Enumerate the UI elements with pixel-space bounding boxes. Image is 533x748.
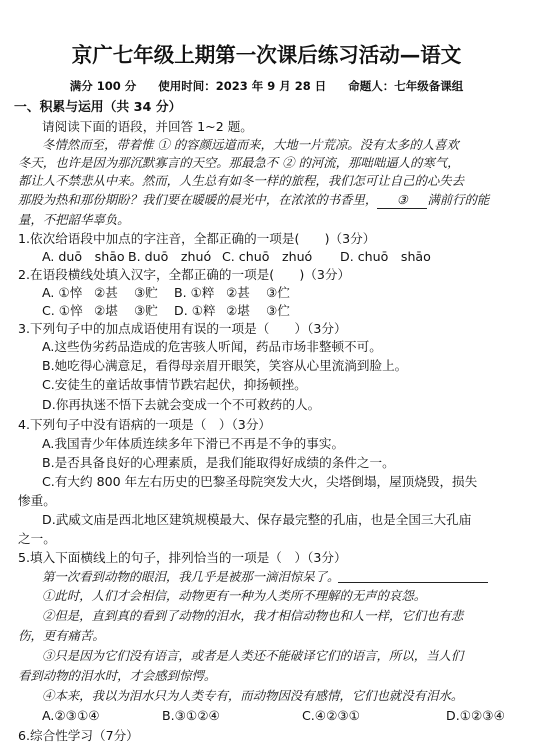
passage-line-4-text: 那股为热和那份期盼？我们要在暖暖的晨光中，在浓浓的书香里， <box>18 192 378 207</box>
q1-stem: 1.依次给语段中加点的字注音，全都正确的一项是( )（3分） <box>18 231 376 246</box>
q2-d-3: ③伫 <box>266 303 290 318</box>
q2-a-2: ②甚 <box>94 285 118 300</box>
q1-option-b[interactable]: B. duō zhuó <box>128 249 212 264</box>
q5-stem: 5.填入下面横线上的句子，排列恰当的一项是（ ）（3分） <box>18 550 347 565</box>
section-intro: 请阅读下面的语段，并回答 1~2 题。 <box>42 119 253 134</box>
q2-b-2: ②甚 <box>226 285 250 300</box>
q6-stem: 6.综合性学习（7分） <box>18 728 139 743</box>
q1-option-c[interactable]: C. chuō zhuó <box>222 249 313 264</box>
q2-c-3: ③贮 <box>134 303 158 318</box>
q3-option-d[interactable]: D.你再执迷不悟下去就会变成一个不可救药的人。 <box>42 397 321 412</box>
q2-a-3: ③贮 <box>134 285 158 300</box>
q5-sentence-2-cont: 伤，更有痛苦。 <box>18 628 105 643</box>
q5-sentence-4: ④本来，我以为泪水只为人类专有，而动物因没有感情，它们也就没有泪水。 <box>42 688 464 703</box>
q4-stem: 4.下列句子中没有语病的一项是（ ）（3分） <box>18 417 272 432</box>
score-label: 满分 100 分 <box>69 79 137 93</box>
q5-option-d[interactable]: D.①②③④ <box>446 708 505 723</box>
q3-option-c[interactable]: C.安徒生的童话故事情节跌宕起伏，抑扬顿挫。 <box>42 377 307 392</box>
q2-row-1 <box>42 285 519 301</box>
q2-c-2: ②堪 <box>94 303 118 318</box>
q2-a-1[interactable]: A. ①悴 <box>42 285 83 300</box>
q5-sentence-2: ②但是，直到真的看到了动物的泪水，我才相信动物也和人一样，它们也有悲 <box>42 608 464 623</box>
q1-option-d[interactable]: D. chuō shāo <box>340 249 431 264</box>
q2-b-1[interactable]: B. ①粹 <box>174 285 215 300</box>
q2-b-3: ③伫 <box>266 285 290 300</box>
author-label: 命题人：七年级备课组 <box>348 79 464 93</box>
q5-options <box>42 708 519 724</box>
passage-line-2: 冬天，也许是因为那沉默寡言的天空。那最急不 ② 的河流，那咄咄逼人的寒气， <box>18 155 460 170</box>
q5-sentence-3: ③只是因为它们没有语言，或者是人类还不能破译它们的语言，所以，当人们 <box>42 648 464 663</box>
q4-option-c[interactable]: C.有大约 800 年左右历史的巴黎圣母院突发大火，尖塔倒塌，屋顶烧毁，损失 <box>42 474 478 489</box>
q5-answer-line <box>338 582 488 583</box>
q4-option-d-cont: 之一。 <box>18 531 56 546</box>
q5-option-b[interactable]: B.③①②④ <box>162 708 220 723</box>
passage-line-4 <box>18 192 519 209</box>
passage-line-1: 冬情然而至，带着惟 ① 的容颜远道而来，大地一片荒凉。没有太多的人喜欢 <box>42 137 459 152</box>
q2-stem: 2.在语段横线处填入汉字，全都正确的一项是( )（3分） <box>18 267 351 282</box>
q2-d-1[interactable]: D. ①粹 <box>174 303 216 318</box>
exam-info <box>0 78 533 94</box>
q3-option-b[interactable]: B.她吃得心满意足，看得母亲眉开眼笑，笑容从心里流淌到脸上。 <box>42 358 408 373</box>
q4-option-b[interactable]: B.是否具备良好的心理素质，是我们能取得好成绩的条件之一。 <box>42 455 395 470</box>
q3-stem: 3.下列句子中的加点成语使用有误的一项是（ ）（3分） <box>18 321 347 336</box>
page-title: 京广七年级上期第一次课后练习活动—语文 <box>71 43 462 67</box>
q4-option-d[interactable]: D.武威文庙是西北地区建筑规模最大、保存最完整的孔庙，也是全国三大孔庙 <box>42 512 472 527</box>
q5-option-a[interactable]: A.②③①④ <box>42 708 100 723</box>
q2-row-2 <box>42 303 519 319</box>
passage-line-3: 都让人不禁悲从中来。然而，人生总有如冬一样的旅程，我们怎可让自己的心失去 <box>18 173 465 188</box>
q1-options <box>42 249 519 265</box>
passage-blank-3: ③ <box>377 192 427 209</box>
q5-lead: 第一次看到动物的眼泪，我几乎是被那一滴泪惊呆了。 <box>42 569 340 584</box>
q2-c-1[interactable]: C. ①悴 <box>42 303 83 318</box>
q3-option-a[interactable]: A.这些伪劣药品造成的危害骇人听闻，药品市场非整顿不可。 <box>42 339 382 354</box>
q4-option-a[interactable]: A.我国青少年体质连续多年下滑已不再是不争的事实。 <box>42 436 345 451</box>
passage-line-4-tail: 满前行的能 <box>427 192 490 207</box>
q5-sentence-3-cont: 看到动物的泪水时，才会感到惊愕。 <box>18 668 217 683</box>
section-heading: 一、积累与运用（共 34 分） <box>14 100 182 115</box>
q4-option-c-cont: 惨重。 <box>18 493 56 508</box>
q2-d-2: ②堪 <box>226 303 250 318</box>
time-label: 使用时间：2023 年 9 月 28 日 <box>158 79 327 93</box>
q1-option-a[interactable]: A. duō shāo <box>42 249 125 264</box>
q5-sentence-1: ①此时，人们才会相信，动物更有一种为人类所不理解的无声的哀怨。 <box>42 588 427 603</box>
passage-line-5: 量，不把韶华辜负。 <box>18 212 130 227</box>
q5-option-c[interactable]: C.④②③① <box>302 708 360 723</box>
